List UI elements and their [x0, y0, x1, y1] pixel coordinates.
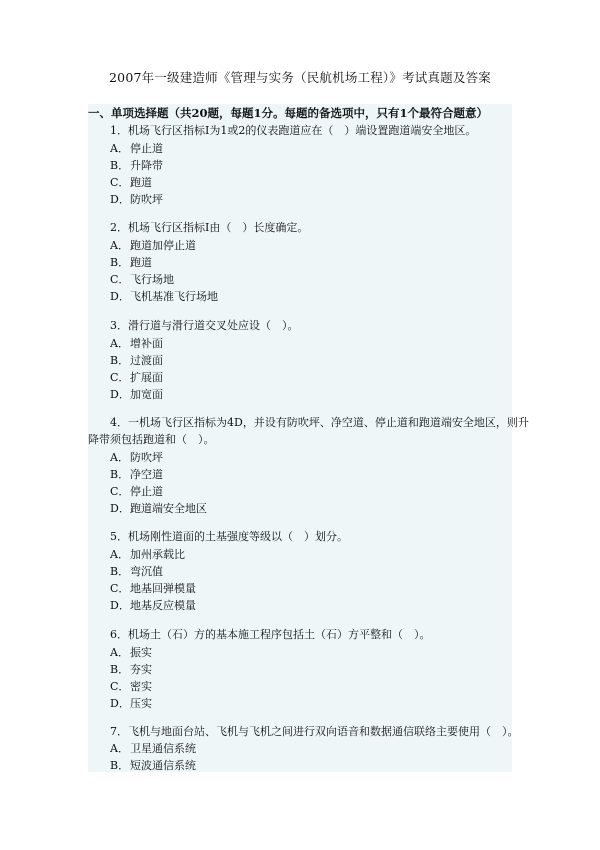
- question-5: 5．机场刚性道面的土基强度等级以（ ）划分。: [110, 530, 348, 543]
- option: B．净空道: [110, 468, 163, 481]
- option: C．地基回弹模量: [110, 582, 196, 595]
- option: B．升降带: [110, 159, 163, 172]
- question-7: 7．飞机与地面台站、飞机与飞机之间进行双向语音和数据通信联络主要使用（ ）。: [110, 725, 519, 738]
- option: A．卫星通信系统: [110, 742, 196, 755]
- option: D．跑道端安全地区: [110, 502, 207, 515]
- question-4-line-2: 降带须包括跑道和（ ）。: [88, 433, 215, 446]
- option: B．夯实: [110, 663, 152, 676]
- option: B．短波通信系统: [110, 759, 196, 772]
- option: A．加州承载比: [110, 548, 185, 561]
- question-4-line-1: 4．一机场飞行区指标为4D，并设有防吹坪、净空道、停止道和跑道端安全地区，则升: [110, 416, 529, 429]
- option: D．防吹坪: [110, 193, 163, 206]
- option: D．压实: [110, 697, 152, 710]
- option: A．振实: [110, 646, 152, 659]
- option: C．飞行场地: [110, 273, 174, 286]
- question-6: 6．机场土（石）方的基本施工程序包括土（石）方平整和（ ）。: [110, 628, 431, 641]
- option: B．过渡面: [110, 354, 163, 367]
- option: B．跑道: [110, 256, 152, 269]
- option: D．加宽面: [110, 388, 163, 401]
- option: A．跑道加停止道: [110, 239, 196, 252]
- option: A．增补面: [110, 337, 163, 350]
- question-3: 3．滑行道与滑行道交叉处应设（ ）。: [110, 319, 299, 332]
- option: D．地基反应模量: [110, 599, 196, 612]
- section-heading: 一、单项选择题（共20题，每题1分。每题的备选项中，只有1个最符合题意）: [88, 106, 489, 120]
- question-2: 2．机场飞行区指标Ⅰ由（ ）长度确定。: [110, 221, 309, 234]
- option: C．跑道: [110, 176, 152, 189]
- option: D．飞机基准飞行场地: [110, 290, 218, 303]
- option: C．密实: [110, 680, 152, 693]
- option: B．弯沉值: [110, 565, 163, 578]
- question-1: 1．机场飞行区指标Ⅰ为1或2的仪表跑道应在（ ）端设置跑道端安全地区。: [110, 124, 477, 137]
- option: C．扩展面: [110, 371, 163, 384]
- option: A．停止道: [110, 142, 163, 155]
- page-title: 2007年一级建造师《管理与实务（民航机场工程）》考试真题及答案: [109, 70, 491, 85]
- option: A．防吹坪: [110, 451, 163, 464]
- option: C．停止道: [110, 485, 163, 498]
